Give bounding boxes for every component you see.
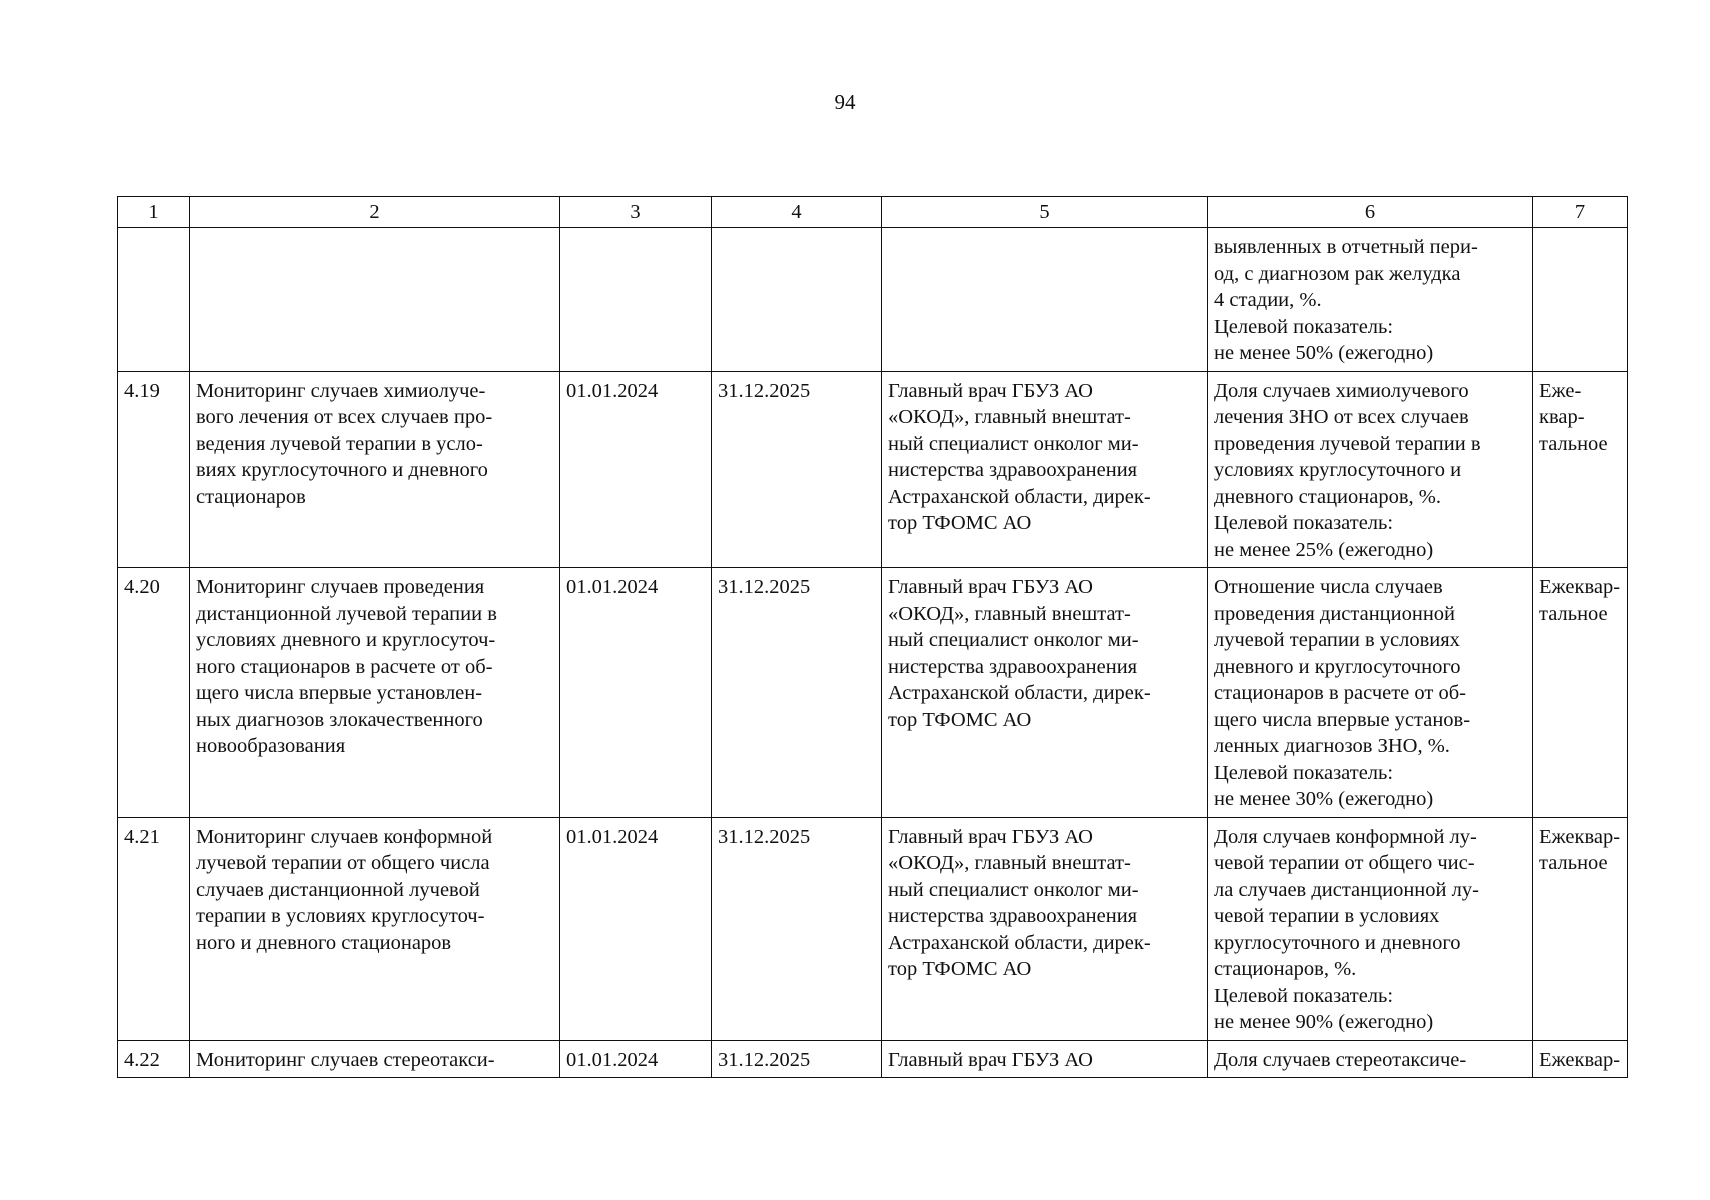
cell-line: Доля случаев стереотаксиче- [1214,1048,1467,1071]
cell-line: 4 стадии, %. [1214,289,1322,311]
cell-line: дневного и круглосуточного [1214,655,1461,678]
cell-line: тор ТФОМС АО [888,958,1032,980]
cell-line: Астраханской области, дирек- [888,485,1151,508]
cell-line: условиях круглосуточного и [1214,459,1462,481]
cell-indicator [1208,817,1533,1040]
cell-start-date: 01.01.2024 [560,568,712,818]
cell-line: Мониторинг случаев конформной [196,825,493,848]
cell-line: дневного стационаров, %. [1214,485,1441,508]
cell-line: лечения ЗНО от всех случаев [1214,406,1469,428]
cell-responsible [882,1040,1208,1078]
table-row [118,371,1628,568]
cell-line: ных диагнозов злокачественного [196,708,483,731]
cell-line: дистанционной лучевой терапии в [196,602,497,625]
cell-activity [190,1040,560,1078]
cell-line: ленных диагнозов ЗНО, %. [1214,735,1450,757]
cell-line: ведения лучевой терапии в усло- [196,432,483,455]
cell-line: тальное [1539,852,1608,874]
cell-line: «ОКОД», главный внештат- [888,852,1131,874]
cell-line: Главный врач ГБУЗ АО [888,576,1093,598]
cell-line: не менее 50% (ежегодно) [1214,342,1434,364]
cell-line: случаев дистанционной лучевой [196,878,480,901]
cell-line: Астраханской области, дирек- [888,931,1151,954]
cell-responsible [882,568,1208,818]
cell-start-date [560,228,712,372]
column-header: 5 [882,197,1208,228]
cell-line: Главный врач ГБУЗ АО [888,379,1093,402]
cell-frequency [1533,228,1628,372]
cell-responsible [882,817,1208,1040]
table-row [118,568,1628,818]
cell-line: проведения лучевой терапии в [1214,432,1481,455]
cell-line: нистерства здравоохранения [888,905,1138,927]
table-header-row [118,197,1628,228]
cell-activity [190,817,560,1040]
cell-frequency [1533,817,1628,1040]
cell-line: Целевой показатель: [1214,984,1394,1007]
cell-line: тальное [1539,602,1608,625]
column-header: 1 [118,197,190,228]
cell-responsible [882,371,1208,568]
table-row [118,1040,1628,1078]
cell-line: Еже- [1539,379,1582,402]
cell-start-date: 01.01.2024 [560,817,712,1040]
cell-number: 4.22 [118,1040,190,1078]
cell-line: ный специалист онколог ми- [888,629,1139,651]
cell-line: ный специалист онколог ми- [888,432,1139,455]
cell-responsible [882,228,1208,372]
column-header: 2 [190,197,560,228]
cell-indicator [1208,1040,1533,1078]
cell-frequency [1533,371,1628,568]
cell-line: ный специалист онколог ми- [888,878,1139,901]
cell-line: ного и дневного стационаров [196,931,452,954]
cell-line: виях круглосуточного и дневного [196,459,488,481]
cell-line: ного стационаров в расчете от об- [196,655,493,678]
table-row [118,228,1628,372]
cell-line: Доля случаев конформной лу- [1214,825,1477,848]
cell-line: Целевой показатель: [1214,315,1394,338]
cell-line: Отношение числа случаев [1214,576,1443,598]
cell-line: тор ТФОМС АО [888,512,1032,534]
cell-number: 4.19 [118,371,190,568]
cell-line: стационаров, %. [1214,958,1357,980]
cell-line: новообразования [196,735,346,757]
cell-line: не менее 90% (ежегодно) [1214,1011,1434,1033]
cell-line: не менее 30% (ежегодно) [1214,788,1434,810]
cell-indicator [1208,228,1533,372]
cell-start-date: 01.01.2024 [560,371,712,568]
cell-line: лучевой терапии от общего числа [196,852,490,874]
cell-line: чевой терапии от общего чис- [1214,852,1475,874]
measures-table [117,196,1628,1078]
cell-line: Астраханской области, дирек- [888,682,1151,704]
cell-line: условиях дневного и круглосуточ- [196,629,496,651]
cell-number: 4.20 [118,568,190,818]
cell-line: Мониторинг случаев стереотакси- [196,1048,495,1071]
cell-number [118,228,190,372]
cell-line: не менее 25% (ежегодно) [1214,538,1434,561]
page-number: 94 [834,90,856,114]
cell-line: лучевой терапии в условиях [1214,629,1460,651]
cell-line: вого лечения от всех случаев про- [196,406,493,428]
cell-line: Главный врач ГБУЗ АО [888,825,1093,848]
cell-end-date: 31.12.2025 [712,568,882,818]
cell-line: «ОКОД», главный внештат- [888,602,1131,625]
cell-line: стационаров в расчете от об- [1214,682,1466,704]
cell-line: чевой терапии в условиях [1214,905,1440,927]
cell-activity [190,228,560,372]
cell-frequency [1533,568,1628,818]
cell-end-date: 31.12.2025 [712,817,882,1040]
cell-line: Ежеквар- [1539,825,1621,848]
cell-line: проведения дистанционной [1214,602,1456,625]
cell-line: тор ТФОМС АО [888,708,1032,731]
cell-end-date: 31.12.2025 [712,1040,882,1078]
cell-line: тальное [1539,432,1608,455]
cell-line: Ежеквар- [1539,1048,1621,1071]
cell-indicator [1208,371,1533,568]
cell-line: од, с диагнозом рак желудка [1214,262,1461,285]
column-header: 6 [1208,197,1533,228]
cell-line: квар- [1539,406,1585,428]
cell-line: щего числа впервые установлен- [196,682,483,704]
cell-line: щего числа впервые установ- [1214,708,1471,731]
cell-line: Главный врач ГБУЗ АО [888,1048,1093,1071]
cell-line: Ежеквар- [1539,576,1621,598]
cell-line: терапии в условиях круглосуточ- [196,905,485,927]
cell-line: нистерства здравоохранения [888,459,1138,481]
cell-indicator [1208,568,1533,818]
table-row [118,817,1628,1040]
cell-number: 4.21 [118,817,190,1040]
cell-line: стационаров [196,485,306,508]
cell-line: выявленных в отчетный пери- [1214,236,1478,258]
cell-line: нистерства здравоохранения [888,655,1138,678]
cell-line: круглосуточного и дневного [1214,931,1461,954]
cell-start-date: 01.01.2024 [560,1040,712,1078]
column-header: 4 [712,197,882,228]
cell-activity [190,568,560,818]
cell-line: Целевой показатель: [1214,512,1394,534]
column-header: 7 [1533,197,1628,228]
cell-line: Доля случаев химиолучевого [1214,379,1469,402]
cell-line: Мониторинг случаев проведения [196,576,485,598]
cell-line: ла случаев дистанционной лу- [1214,878,1479,901]
cell-frequency [1533,1040,1628,1078]
cell-line: Целевой показатель: [1214,761,1394,784]
cell-line: «ОКОД», главный внештат- [888,406,1131,428]
cell-end-date [712,228,882,372]
cell-line: Мониторинг случаев химиолуче- [196,379,486,402]
column-header: 3 [560,197,712,228]
cell-end-date: 31.12.2025 [712,371,882,568]
cell-activity [190,371,560,568]
